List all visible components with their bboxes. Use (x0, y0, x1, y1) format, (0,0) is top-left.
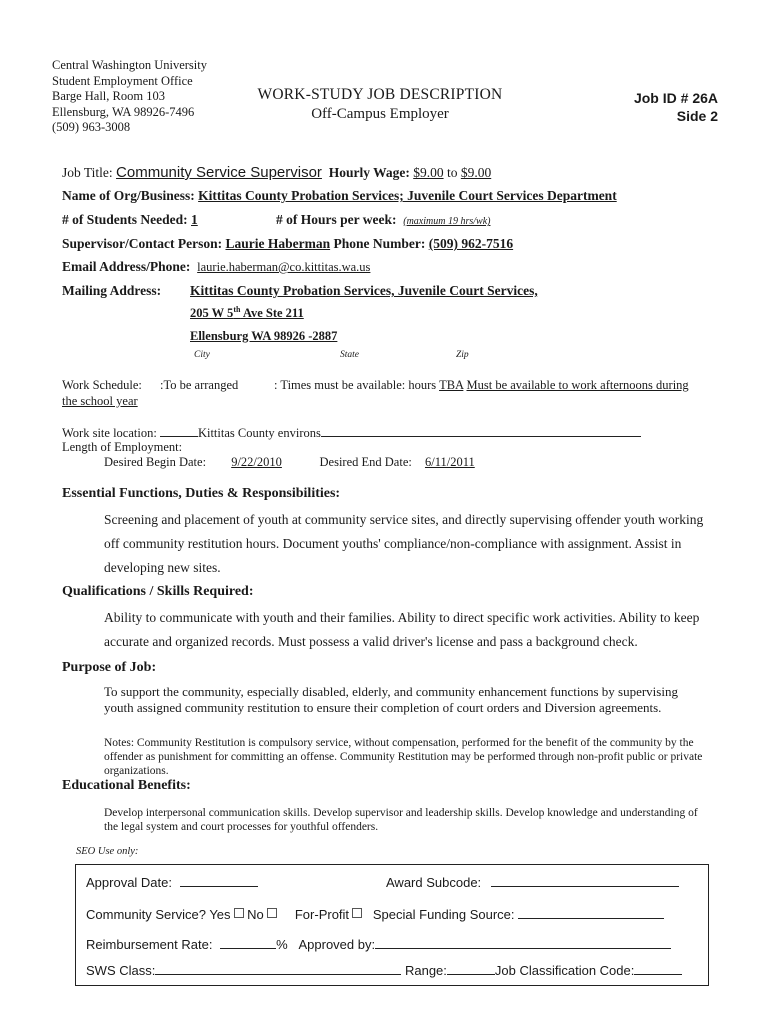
phone-label: Phone Number: (333, 236, 426, 251)
zip-caption: Zip (456, 350, 469, 360)
mailing-street-suffix: th (233, 305, 241, 314)
form-row-reimbursement (86, 937, 698, 952)
org-value: Kittitas County Probation Services; Juvenile Court Services Department (198, 188, 617, 203)
special-funding-field[interactable] (518, 907, 664, 919)
job-id-block (634, 89, 718, 125)
email-label: Email Address/Phone: (62, 259, 191, 274)
address-line: (509) 963-3008 (52, 120, 131, 134)
supervisor-row (62, 236, 513, 252)
end-value: 6/11/2011 (424, 455, 475, 469)
schedule-tba: TBA (439, 378, 464, 392)
office-use-form (75, 864, 709, 986)
qualifications-text: Ability to communicate with youth and their families. Ability to direct specific work activities. Ability to keep accurate and organized records. Must possess a valid driver's license and pass a background check. (104, 610, 700, 649)
address-line: Central Washington University (52, 58, 207, 72)
email-row (62, 259, 370, 275)
students-row (62, 212, 198, 228)
address-line: Ellensburg, WA 98926-7496 (52, 104, 195, 119)
no-label: No (247, 907, 264, 922)
essential-text: Screening and placement of youth at community service sites, and directly supervising offender youth working off community restitution hours. Document youths' compliance/non-compliance with assignment. Assist in developing new sites. (104, 512, 704, 575)
employer-office-address (52, 58, 207, 136)
approval-date-label: Approval Date: (86, 875, 172, 890)
phone-value: (509) 962-7516 (428, 236, 514, 251)
email-value: laurie.haberman@co.kittitas.wa.us (197, 260, 371, 274)
form-row-award (386, 875, 698, 890)
essential-heading: Essential Functions, Duties & Responsibilities: (62, 486, 341, 501)
worksite-row (62, 425, 641, 441)
side-label: Side 2 (676, 108, 718, 124)
mailing-line3: Ellensburg WA 98926 -2887 (190, 329, 338, 343)
address-line: Student Employment Office (52, 73, 193, 88)
org-row (62, 188, 617, 204)
schedule-note-cont: the school year (62, 394, 138, 408)
worksite-value: Kittitas County environs (197, 426, 321, 440)
yes-label: Yes (209, 907, 231, 922)
supervisor-value: Laurie Haberman (225, 236, 331, 251)
educational-heading: Educational Benefits: (62, 778, 191, 793)
range-label: Range: (404, 963, 447, 978)
document-title: WORK-STUDY JOB DESCRIPTION (257, 86, 503, 103)
reimbursement-label: Reimbursement Rate: (86, 937, 213, 952)
wage-to-word: to (446, 165, 458, 180)
schedule-times-label: : Times must be available: hours (274, 378, 437, 392)
org-label: Name of Org/Business: (62, 188, 195, 203)
students-label: # of Students Needed: (62, 212, 188, 227)
qualifications-heading: Qualifications / Skills Required: (62, 584, 254, 599)
worksite-blank (160, 425, 198, 437)
mailing-street-number: 205 W 5 (190, 306, 234, 321)
purpose-notes: Notes: Community Restitution is compulsory service, without compensation, performed for the benefit of the community by the offender as punishment for committing an offense. Community Restitution may be performed through non-profit public or private organizations. (104, 737, 703, 777)
supervisor-label: Supervisor/Contact Person: (62, 236, 223, 251)
educational-text: Develop interpersonal communication skills. Develop supervisor and leadership skills. Develop knowledge and understanding of the legal system and court processes for youthful offenders. (104, 807, 698, 833)
percent-sign: % (276, 937, 288, 952)
sws-class-field[interactable] (155, 963, 401, 975)
for-profit-checkbox[interactable] (352, 908, 362, 918)
wage-from: $9.00 (413, 165, 444, 180)
state-caption: State (340, 350, 359, 360)
begin-label: Desired Begin Date: (104, 455, 207, 469)
hours-label: # of Hours per week: (276, 212, 397, 227)
mailing-line1: Kittitas County Probation Services, Juvenile Court Services, (190, 283, 538, 298)
schedule-times (274, 378, 689, 393)
range-field[interactable] (447, 963, 495, 975)
approved-by-label: Approved by: (298, 937, 376, 952)
schedule-arranged: :To be arranged (160, 378, 239, 392)
approved-by-field[interactable] (375, 937, 671, 949)
job-class-code-label: Job Classification Code: (494, 963, 635, 978)
hours-row (276, 212, 490, 228)
hours-value: (maximum 19 hrs/wk) (403, 216, 491, 227)
city-caption: City (194, 350, 210, 360)
job-title-label: Job Title: (62, 165, 113, 180)
award-subcode-field[interactable] (491, 875, 679, 887)
no-checkbox[interactable] (267, 908, 277, 918)
wage-to: $9.00 (460, 165, 492, 180)
reimbursement-field[interactable] (220, 937, 276, 949)
end-label: Desired End Date: (319, 455, 412, 469)
address-line: Barge Hall, Room 103 (52, 89, 165, 103)
job-title-value: Community Service Supervisor (116, 164, 322, 181)
worksite-label: Work site location: (62, 426, 157, 440)
students-value: 1 (191, 212, 198, 227)
mailing-street-rest: Ave Ste 211 (240, 306, 304, 321)
for-profit-label: For-Profit (294, 907, 350, 922)
award-subcode-label: Award Subcode: (386, 875, 482, 890)
dates-row (104, 455, 499, 470)
job-title-row (62, 164, 491, 181)
seo-use-label: SEO Use only: (76, 846, 139, 857)
schedule-label: Work Schedule: (62, 378, 142, 392)
purpose-heading: Purpose of Job: (62, 660, 157, 675)
worksite-blank-trail (321, 425, 641, 437)
job-id: Job ID # 26A (633, 90, 718, 106)
wage-label: Hourly Wage: (328, 165, 410, 180)
yes-checkbox[interactable] (234, 908, 244, 918)
schedule-note: Must be available to work afternoons during (466, 378, 689, 392)
begin-value: 9/22/2010 (231, 455, 282, 469)
approval-date-field[interactable] (180, 875, 258, 887)
mailing-line2 (190, 305, 304, 321)
form-row-community (86, 907, 698, 922)
form-row-sws (86, 963, 698, 978)
document-subtitle: Off-Campus Employer (311, 106, 449, 122)
sws-class-label: SWS Class: (86, 963, 156, 978)
purpose-text: To support the community, especially disabled, elderly, and community enhancement functions by supervising youth assigned community restitution to ensure their completion of court orders and Diversion agreements. (104, 684, 678, 715)
length-label: Length of Employment: (62, 440, 183, 454)
community-service-label: Community Service? (86, 907, 206, 922)
document-title-block (200, 86, 560, 123)
job-class-code-field[interactable] (634, 963, 682, 975)
special-funding-label: Special Funding Source: (372, 907, 515, 922)
mailing-label: Mailing Address: (62, 283, 162, 298)
